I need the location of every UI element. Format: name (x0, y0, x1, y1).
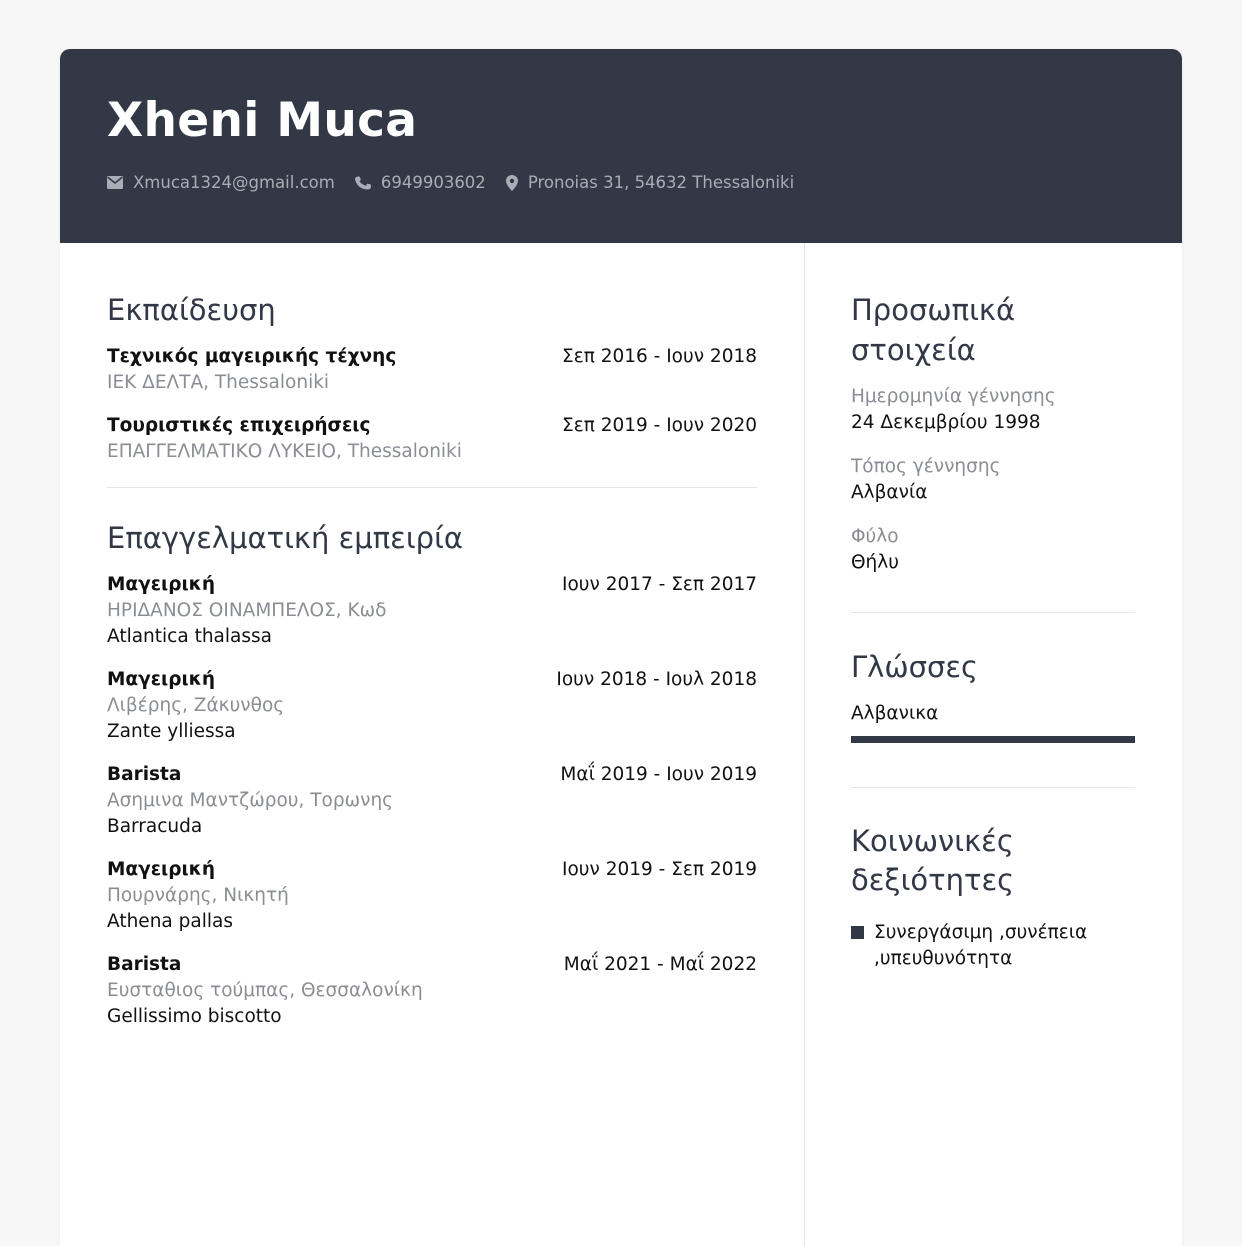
experience-entry (107, 572, 757, 650)
experience-title: Επαγγελματική εμπειρία (107, 521, 464, 555)
entry-date: Σεπ 2019 - Ιουν 2020 (562, 415, 757, 436)
entry-employer: Ασημινα Μαντζώρου, Τορωνης (107, 790, 394, 811)
info-label: Ημερομηνία γέννησης (851, 386, 1056, 407)
entry-institution: ΙΕΚ ΔΕΛΤΑ, Thessaloniki (107, 372, 330, 393)
entry-title: Barista (107, 954, 182, 975)
personal-section (851, 290, 1135, 576)
skill-item (851, 920, 1135, 972)
entry-employer: Πουρνάρης, Νικητή (107, 885, 289, 906)
info-value: Θήλυ (851, 552, 899, 573)
entry-title: Τεχνικός μαγειρικής τέχνης (107, 346, 397, 367)
education-title: Εκπαίδευση (107, 293, 276, 327)
education-entry (107, 413, 757, 465)
address-text: Pronoias 31, 54632 Thessaloniki (527, 173, 795, 192)
section-divider (851, 612, 1135, 613)
personal-title: Προσωπικά στοιχεία (851, 293, 1016, 367)
envelope-icon (107, 176, 123, 189)
section-divider (107, 487, 757, 488)
contact-phone[interactable] (355, 173, 486, 192)
entry-title: Barista (107, 764, 182, 785)
language-level-fill (851, 736, 1135, 743)
sidebar-column (805, 243, 1182, 1246)
contact-row (107, 173, 1135, 192)
entry-description: Zante ylliessa (107, 721, 236, 742)
social-skills-section (851, 822, 1135, 972)
experience-entry (107, 952, 757, 1030)
entry-description: Gellissimo biscotto (107, 1006, 282, 1027)
experience-section (107, 518, 757, 1030)
resume-header (60, 49, 1182, 243)
education-section (107, 290, 757, 465)
entry-title: Μαγειρική (107, 859, 215, 880)
language-level-bar (851, 736, 1135, 743)
entry-description: Athena pallas (107, 911, 233, 932)
entry-description: Atlantica thalassa (107, 626, 272, 647)
entry-description: Barracuda (107, 816, 203, 837)
entry-title: Μαγειρική (107, 574, 215, 595)
candidate-name: Xheni Muca (107, 93, 418, 148)
entry-date: Ιουν 2017 - Σεπ 2017 (562, 574, 757, 595)
experience-entry (107, 857, 757, 935)
entry-date: Μαΐ 2021 - Μαΐ 2022 (563, 954, 757, 975)
education-entry (107, 344, 757, 396)
skill-text: Συνεργάσιμη ,συνέπεια ,υπευθυνότητα (874, 922, 1088, 969)
entry-institution: ΕΠΑΓΓΕΛΜΑΤΙΚΟ ΛΥΚΕΙΟ, Thessaloniki (107, 441, 462, 462)
entry-employer: ΗΡΙΔΑΝΟΣ ΟΙΝΑΜΠΕΛΟΣ, Κωδ (107, 600, 387, 621)
info-label: Φύλο (851, 526, 899, 547)
entry-date: Ιουν 2019 - Σεπ 2019 (562, 859, 757, 880)
section-divider (851, 787, 1135, 788)
experience-entry (107, 762, 757, 840)
language-name: Αλβανικα (851, 703, 939, 724)
email-text: Xmuca1324@gmail.com (133, 173, 335, 192)
info-label: Τόπος γέννησης (851, 456, 1001, 477)
square-bullet-icon (851, 926, 864, 939)
languages-section (851, 647, 1135, 743)
entry-title: Μαγειρική (107, 669, 215, 690)
resume-body (60, 243, 1182, 1246)
main-column (60, 243, 805, 1246)
map-pin-icon (506, 175, 518, 191)
experience-entry (107, 667, 757, 745)
languages-title: Γλώσσες (851, 650, 979, 684)
resume-page (60, 49, 1182, 1246)
entry-date: Μαΐ 2019 - Ιουν 2019 (560, 764, 757, 785)
info-value: Αλβανία (851, 482, 928, 503)
entry-title: Τουριστικές επιχειρήσεις (107, 415, 371, 436)
entry-date: Σεπ 2016 - Ιουν 2018 (562, 346, 757, 367)
info-value: 24 Δεκεμβρίου 1998 (851, 412, 1041, 433)
entry-employer: Λιβέρης, Ζάκυνθος (107, 695, 285, 716)
contact-email[interactable] (107, 173, 335, 192)
contact-address[interactable] (506, 173, 794, 192)
phone-text: 6949903602 (380, 173, 486, 192)
social-skills-title: Κοινωνικές δεξιότητες (851, 824, 1015, 897)
entry-date: Ιουν 2018 - Ιουλ 2018 (556, 669, 757, 690)
phone-icon (355, 175, 371, 191)
entry-employer: Ευσταθιος τούμπας, Θεσσαλονίκη (107, 980, 423, 1001)
